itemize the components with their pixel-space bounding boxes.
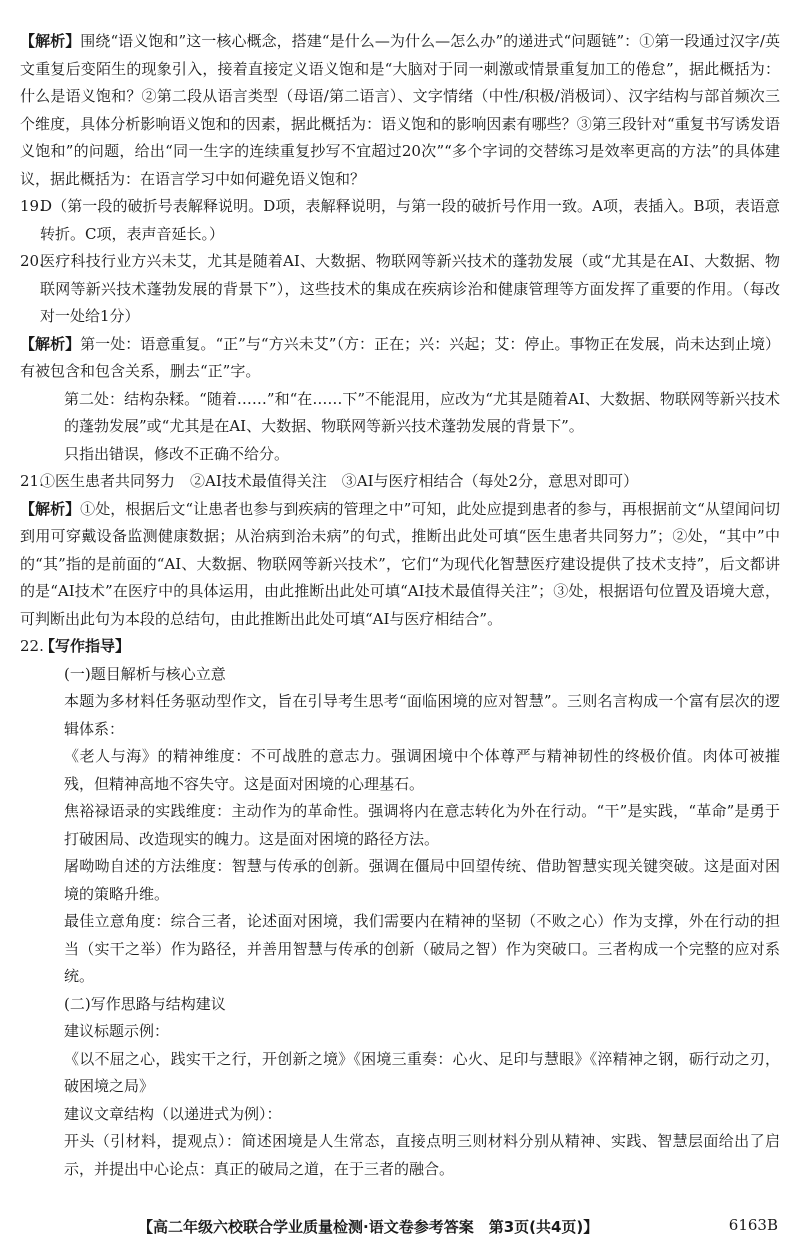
analysis-20-1 — [20, 331, 780, 386]
guide-paragraph-9: 开头（引材料，提观点）：简述困境是人生常态，直接点明三则材料分别从精神、实践、智慧层面给出了启示，并提出中心论点：真正的破局之道，在于三者的融合。 — [64, 1132, 780, 1178]
analysis-tag: 【解析】 — [20, 499, 81, 518]
question-21-answer: ①医生患者共同努力 ②AI技术最值得关注 ③AI与医疗相结合（每处2分，意思对即可） — [40, 472, 639, 490]
guide-paragraph-4: 屠呦呦自述的方法维度：智慧与传承的创新。强调在僵局中回望传统、借助智慧实现关键突破。这是面对困境的策略升维。 — [64, 857, 780, 903]
analysis-tag: 【解析】 — [20, 32, 81, 50]
guide-paragraph-3: 焦裕禄语录的实践维度：主动作为的革命性。强调将内在意志转化为外在行动。“干”是实践，“革命”是勇于打破困局、改造现实的魄力。这是面对困境的路径方法。 — [64, 802, 780, 848]
analysis-tag: 【解析】 — [20, 334, 81, 353]
title-examples: 《以不屈之心，践实干之行，开创新之境》《困境三重奏：心火、足印与慧眼》《淬精神之钢，砺行动之刃，破困境之局》 — [64, 1049, 780, 1095]
question-19 — [20, 193, 780, 248]
analysis-18-text: 围绕“语义饱和”这一核心概念，搭建“是什么—为什么—怎么办”的递进式“问题链”：①第一段通过汉字/英文重复后变陌生的现象引入，接着直接定义语义饱和是“大脑对于同一刺激或情景重复加工的倦怠”，据此概括为：什么是语义饱和？②第二段从语言类型（母语/第二语言）、文字情绪（中性/积极/消极词）、汉字结构与部首频次三个维度，具体分析影响语义饱和的因素，据此概括为：语义饱和的影响因素有哪些？③第三段针对“重复书写诱发语义饱和”的问题，给出“同一生字的连续重复抄写不宜超过20次”“多个字词的交替练习是效率更高的方法”的具体建议，据此概括为：在语言学习中如何避免语义饱和？ — [20, 32, 780, 188]
analysis-20-text-1: 第一处：语意重复。“正”与“方兴未艾”（方：正在；兴：兴起；艾：停止。事物正在发展，尚未达到止境）有被包含和包含关系，删去“正”字。 — [20, 334, 780, 380]
question-20 — [20, 248, 780, 331]
question-number: 20. — [20, 252, 44, 270]
question-22 — [20, 633, 780, 661]
section-2-title: (二)写作思路与结构建议 — [64, 994, 226, 1013]
writing-guide-heading: 【写作指导】 — [40, 637, 131, 655]
analysis-21-text: ①处，根据后文“让患者也参与到疾病的管理之中”可知，此处应提到患者的参与，再根据前文“从望闻问切到用可穿戴设备监测健康数据；从治病到治未病”的句式，推断出此处可填“医生患者共同努力”；②处，“其中”中的“其”指的是前面的“AI、大数据、物联网等新兴技术”，它们“为现代化智慧医疗建设提供了技术支持”，后文都讲的是“AI技术”在医疗中的具体运用，由此推断出此处可填“AI技术最值得关注”；③处，根据语句位置及语境大意，可判断出此句为本段的总结句，由此推断出此处可填“AI与医疗相结合”。 — [20, 499, 780, 628]
analysis-21 — [20, 496, 780, 634]
question-21 — [20, 468, 780, 496]
section-1-title: (一)题目解析与核心立意 — [64, 664, 226, 683]
guide-paragraph-2: 《老人与海》的精神维度：不可战胜的意志力。强调困境中个体尊严与精神韧性的终极价值。肉体可被摧残，但精神高地不容失守。这是面对困境的心理基石。 — [64, 747, 780, 793]
footer-code: 6163B — [728, 1216, 778, 1234]
question-number: 22. — [20, 637, 44, 655]
question-number: 19. — [20, 197, 44, 215]
analysis-20-3: 只指出错误，修改不正确不给分。 — [64, 444, 290, 463]
guide-paragraph-8: 建议文章结构（以递进式为例）： — [64, 1104, 282, 1123]
question-number: 21. — [20, 472, 44, 490]
analysis-20-2: 第二处：结构杂糅。“随着……”和“在……下”不能混用，应改为“尤其是随着AI、大数据、物联网等新兴技术的蓬勃发展”或“尤其是在AI、大数据、物联网等新兴技术蓬勃发展的背景下”。 — [64, 389, 780, 435]
footer-title: 【高二年级六校联合学业质量检测·语文卷参考答案 第3页(共4页)】 — [138, 1218, 599, 1236]
page-footer — [0, 1216, 800, 1244]
analysis-18 — [20, 28, 780, 193]
guide-paragraph-5: 最佳立意角度：综合三者，论述面对困境，我们需要内在精神的坚韧（不败之心）作为支撑，外在行动的担当（实干之举）作为路径，并善用智慧与传承的创新（破局之智）作为突破口。三者构成一个完整的应对系统。 — [64, 912, 780, 985]
question-20-answer: 医疗科技行业方兴未艾，尤其是随着AI、大数据、物联网等新兴技术的蓬勃发展（或“尤其是在AI、大数据、物联网等新兴技术蓬勃发展的背景下”），这些技术的集成在疾病诊治和健康管理等方面发挥了重要的作用。（每改对一处给1分） — [40, 252, 780, 325]
question-19-answer: D（第一段的破折号表解释说明。D项，表解释说明，与第一段的破折号作用一致。A项，表插入。B项，表语意转折。C项，表声音延长。） — [40, 197, 780, 243]
guide-paragraph-6: 建议标题示例： — [64, 1022, 170, 1040]
guide-paragraph-1: 本题为多材料任务驱动型作文，旨在引导考生思考“面临困境的应对智慧”。三则名言构成一个富有层次的逻辑体系： — [64, 692, 780, 738]
